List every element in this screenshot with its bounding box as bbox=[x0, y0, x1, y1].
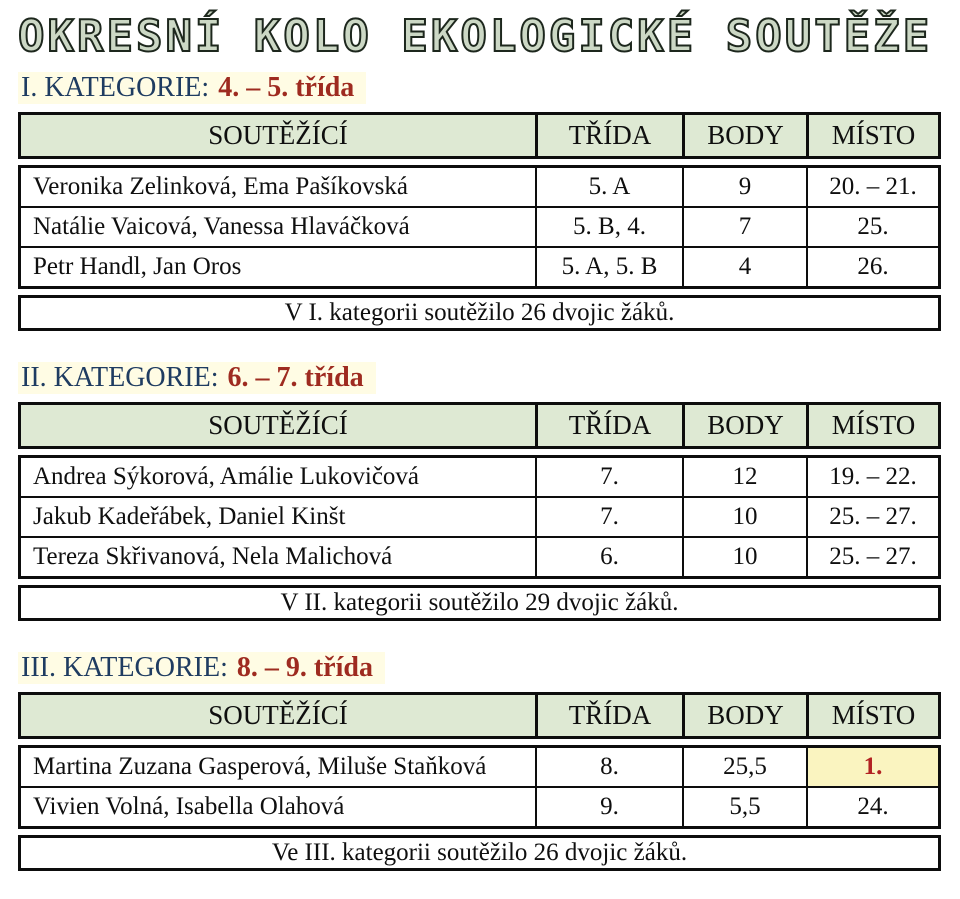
category-heading-3 bbox=[18, 652, 385, 684]
table-header-row bbox=[18, 692, 941, 739]
column-header-body: BODY bbox=[682, 115, 806, 156]
table-row bbox=[21, 748, 938, 786]
category-section-2 bbox=[18, 362, 941, 621]
cell-trida: 7. bbox=[535, 498, 682, 536]
cell-body: 5,5 bbox=[682, 788, 806, 826]
column-header-trida: TŘÍDA bbox=[535, 405, 682, 446]
cell-body: 4 bbox=[682, 248, 806, 286]
column-header-misto: MÍSTO bbox=[806, 695, 938, 736]
table-row bbox=[21, 246, 938, 286]
cell-misto: 20. – 21. bbox=[806, 168, 938, 206]
table-row bbox=[21, 458, 938, 496]
column-header-soutezici: SOUTĚŽÍCÍ bbox=[208, 700, 348, 730]
cell-soutezici: Petr Handl, Jan Oros bbox=[33, 253, 242, 280]
cell-soutezici: Jakub Kadeřábek, Daniel Kinšt bbox=[33, 503, 346, 530]
table-header-row bbox=[18, 112, 941, 159]
cell-trida: 7. bbox=[535, 458, 682, 496]
cell-misto: 26. bbox=[806, 248, 938, 286]
table-row bbox=[21, 536, 938, 576]
category-heading-grades: 6. – 7. třída bbox=[227, 362, 364, 393]
category-heading-2 bbox=[18, 362, 376, 394]
table-row bbox=[21, 168, 938, 206]
cell-soutezici: Andrea Sýkorová, Amálie Lukovičová bbox=[33, 463, 420, 490]
cell-misto: 25. bbox=[806, 208, 938, 246]
cell-trida: 9. bbox=[535, 788, 682, 826]
category-heading-grades: 8. – 9. třída bbox=[236, 652, 373, 683]
column-header-misto: MÍSTO bbox=[806, 405, 938, 446]
column-header-trida: TŘÍDA bbox=[535, 115, 682, 156]
table-footer bbox=[18, 835, 941, 871]
cell-body: 7 bbox=[682, 208, 806, 246]
cell-misto: 25. – 27. bbox=[806, 498, 938, 536]
table-footer bbox=[18, 585, 941, 621]
cell-misto: 25. – 27. bbox=[806, 538, 938, 576]
column-header-misto: MÍSTO bbox=[806, 115, 938, 156]
cell-body: 10 bbox=[682, 498, 806, 536]
column-header-trida: TŘÍDA bbox=[535, 695, 682, 736]
cell-misto: 19. – 22. bbox=[806, 458, 938, 496]
column-header-body: BODY bbox=[682, 405, 806, 446]
table-row bbox=[21, 786, 938, 826]
table-row bbox=[21, 496, 938, 536]
category-heading-label: I. KATEGORIE: bbox=[21, 72, 210, 103]
cell-trida: 5. B, 4. bbox=[535, 208, 682, 246]
cell-soutezici: Veronika Zelinková, Ema Pašíkovská bbox=[33, 173, 408, 200]
cell-misto: 24. bbox=[806, 788, 938, 826]
category-heading-label: III. KATEGORIE: bbox=[21, 652, 228, 683]
column-header-soutezici: SOUTĚŽÍCÍ bbox=[208, 410, 348, 440]
cell-body: 10 bbox=[682, 538, 806, 576]
category-section-1 bbox=[18, 72, 941, 331]
table-body bbox=[18, 455, 941, 579]
table-footer bbox=[18, 295, 941, 331]
table-header-row bbox=[18, 402, 941, 449]
cell-trida: 8. bbox=[535, 748, 682, 786]
category-heading-label: II. KATEGORIE: bbox=[21, 362, 219, 393]
column-header-soutezici: SOUTĚŽÍCÍ bbox=[208, 120, 348, 150]
cell-soutezici: Natálie Vaicová, Vanessa Hlaváčková bbox=[33, 213, 410, 240]
footer-text: V I. kategorii soutěžilo 26 dvojic žáků. bbox=[284, 299, 675, 326]
cell-body: 12 bbox=[682, 458, 806, 496]
category-heading-1 bbox=[18, 72, 366, 104]
table-body bbox=[18, 165, 941, 289]
cell-trida: 5. A bbox=[535, 168, 682, 206]
cell-trida: 6. bbox=[535, 538, 682, 576]
cell-body: 9 bbox=[682, 168, 806, 206]
document-title: OKRESNÍ KOLO EKOLOGICKÉ SOUTĚŽE bbox=[18, 11, 933, 62]
cell-misto-winner: 1. bbox=[806, 748, 938, 786]
cell-soutezici: Tereza Skřivanová, Nela Malichová bbox=[33, 543, 393, 570]
cell-soutezici: Vivien Volná, Isabella Olahová bbox=[33, 793, 345, 820]
cell-body: 25,5 bbox=[682, 748, 806, 786]
table-row bbox=[21, 206, 938, 246]
cell-soutezici: Martina Zuzana Gasperová, Miluše Staňková bbox=[33, 753, 487, 780]
table-body bbox=[18, 745, 941, 829]
cell-trida: 5. A, 5. B bbox=[535, 248, 682, 286]
category-section-3 bbox=[18, 652, 941, 871]
footer-text: Ve III. kategorii soutěžilo 26 dvojic žáků. bbox=[271, 839, 688, 866]
category-heading-grades: 4. – 5. třída bbox=[218, 72, 355, 103]
column-header-body: BODY bbox=[682, 695, 806, 736]
footer-text: V II. kategorii soutěžilo 29 dvojic žáků. bbox=[280, 589, 679, 616]
